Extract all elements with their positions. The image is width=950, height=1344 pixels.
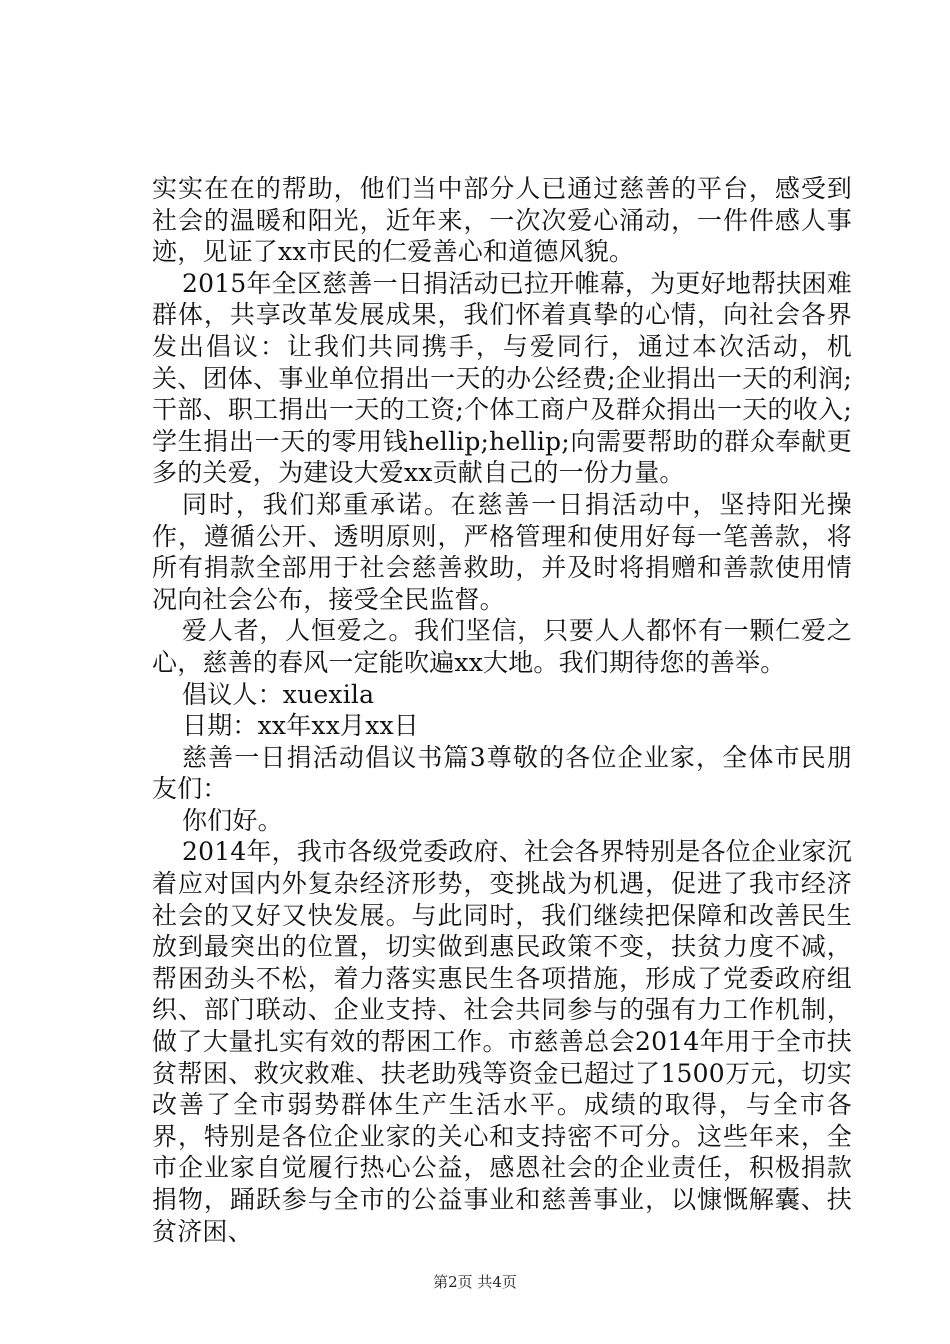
greeting-line: 你们好。	[182, 805, 283, 835]
paragraph-promise: 同时，我们郑重承诺。在慈善一日捐活动中，坚持阳光操作，遵循公开、透明原则，严格管理和使用好每一笔善款，将所有捐款全部用于社会慈善救助，并及时将捐赠和善款使用情况向社会公布，接受全民监督。	[152, 489, 852, 614]
document-body	[152, 173, 852, 1247]
paragraph-initiative: 2015年全区慈善一日捐活动已拉开帷幕，为更好地帮扶困难群体，共享改革发展成果，我们怀着真挚的心情，向社会各界发出倡议：让我们共同携手，与爱同行，通过本次活动，机关、团体、事业单位捐出一天的办公经费;企业捐出一天的利润;干部、职工捐出一天的工资;个体工商户及群众捐出一天的收入;学生捐出一天的零用钱hellip;hellip;向需要帮助的群众奉献更多的关爱，为建设大爱xx贡献自己的一份力量。	[152, 268, 852, 488]
page-number-footer: 第2页 共4页	[433, 1273, 517, 1291]
paragraph-2014-review: 2014年，我市各级党委政府、社会各界特别是各位企业家沉着应对国内外复杂经济形势，变挑战为机遇，促进了我市经济社会的又好又快发展。与此同时，我们继续把保障和改善民生放到最突出的位置，切实做到惠民政策不变，扶贫力度不减，帮困劲头不松，着力落实惠民生各项措施，形成了党委政府组织、部门联动、企业支持、社会共同参与的强有力工作机制，做了大量扎实有效的帮困工作。市慈善总会2014年用于全市扶贫帮困、救灾救难、扶老助残等资金已超过了1500万元，切实改善了全市弱势群体生产生活水平。成绩的取得，与全市各界，特别是各位企业家的关心和支持密不可分。这些年来，全市企业家自觉履行热心公益，感恩社会的企业责任，积极捐款捐物，踊跃参与全市的公益事业和慈善事业，以慷慨解囊、扶贫济困、	[152, 837, 852, 1246]
date-line: 日期：xx年xx月xx日	[182, 711, 419, 741]
paragraph-continuation: 实实在在的帮助，他们当中部分人已通过慈善的平台，感受到社会的温暖和阳光，近年来，一次次爱心涌动，一件件感人事迹，见证了xx市民的仁爱善心和道德风貌。	[152, 174, 852, 267]
initiator-line: 倡议人：xuexila	[182, 679, 375, 709]
paragraph-belief: 爱人者，人恒爱之。我们坚信，只要人人都怀有一颗仁爱之心，慈善的春风一定能吹遍xx大地。我们期待您的善举。	[152, 616, 852, 677]
section-heading-3: 慈善一日捐活动倡议书篇3尊敬的各位企业家，全体市民朋友们：	[152, 742, 852, 804]
